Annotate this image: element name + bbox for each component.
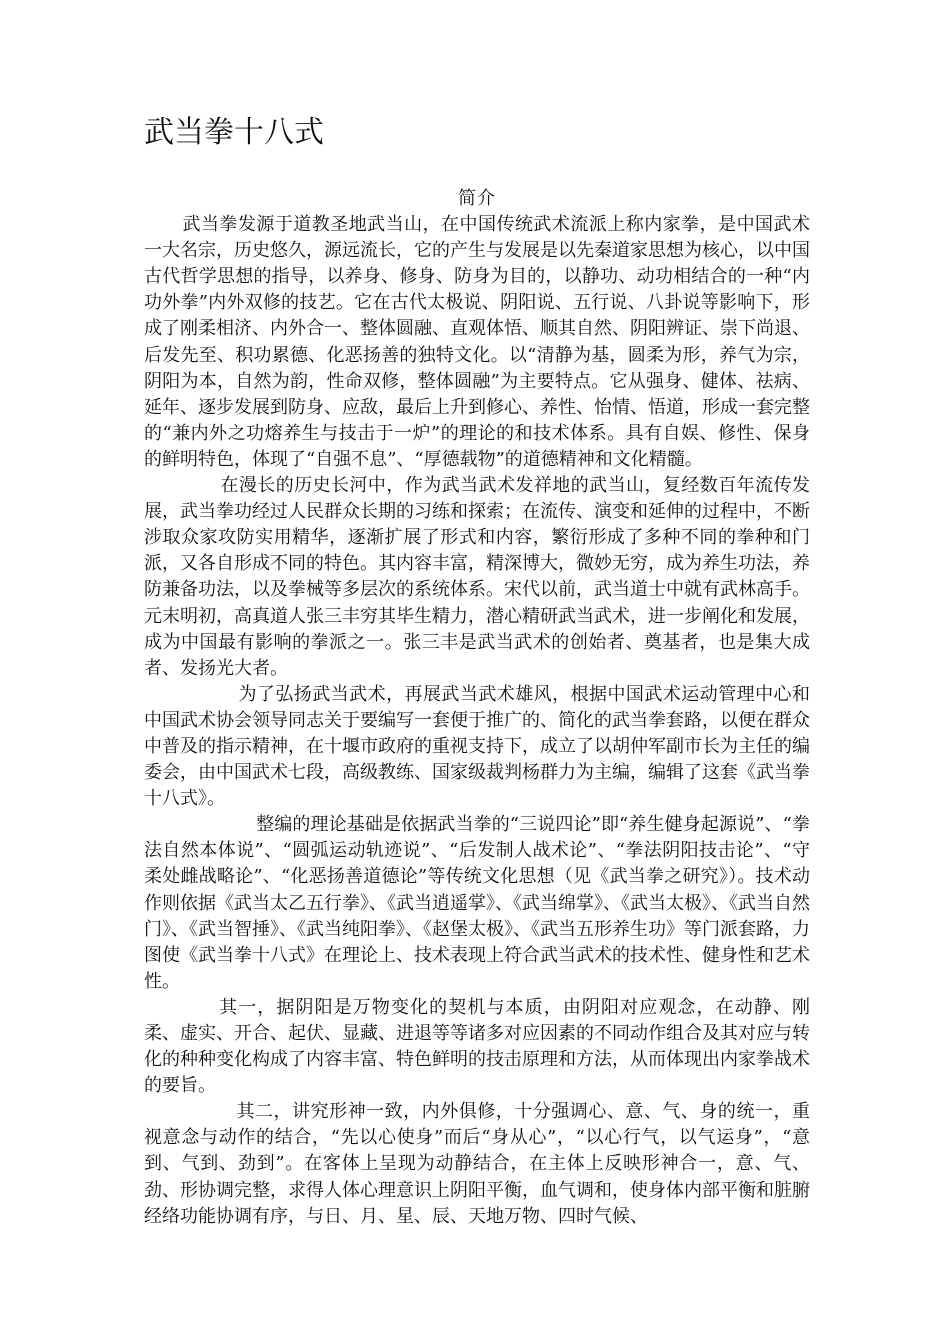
paragraph-history — [144, 473, 810, 682]
paragraph-theory — [144, 812, 810, 995]
section-heading: 简介 — [458, 188, 496, 209]
document-title: 武当拳十八式 — [144, 115, 324, 150]
paragraph-text: 在漫长的历史长河中，作为武当武术发祥地的武当山，复经数百年流传发展，武当拳功经过人民群众长期的习练和探索；在流传、演变和延伸的过程中，不断涉取众家攻防实用精华，逐渐扩展了形式和内容，繁衍形成了多种不同的拳种和门派，又各自形成不同的特色。其内容丰富，精深博大，微妙无穷，成为养生功法，养防兼备功法，以及拳械等多层次的系统体系。宋代以前，武当道士中就有武林高手。元末明初，高真道人张三丰穷其毕生精力，潜心精研武当武术，进一步阐化和发展，成为中国最有影响的拳派之一。张三丰是武当武术的创始者、奠基者，也是集大成者、发扬光大者。 — [144, 475, 810, 679]
paragraph-purpose — [144, 682, 810, 812]
paragraph-text: 武当拳发源于道教圣地武当山，在中国传统武术流派上称内家拳，是中国武术一大名宗，历史悠久，源远流长，它的产生与发展是以先秦道家思想为核心，以中国古代哲学思想的指导，以养身、修身、防身为目的，以静功、动功相结合的一种“内功外拳”内外双修的技艺。它在古代太极说、阴阳说、五行说、八卦说等影响下，形成了刚柔相济、内外合一、整体圆融、直观体悟、顺其自然、阴阳辨证、崇下尚退、后发先至、积功累德、化恶扬善的独特文化。以“清静为基，圆柔为形，养气为宗，阴阳为本，自然为韵，性命双修，整体圆融”为主要特点。它从强身、健体、祛病、延年、逐步发展到防身、应敌，最后上升到修心、养性、怡情、悟道，形成一套完整的“兼内外之功熔养生与技击于一炉”的理论的和技术体系。具有自娱、修性、保身的鲜明特色，体现了“自强不息”、“厚德载物”的道德精神和文化精髓。 — [144, 214, 810, 470]
paragraph-introduction — [144, 212, 810, 473]
paragraph-point-two — [144, 1099, 810, 1229]
paragraph-text: 其二，讲究形神一致，内外俱修，十分强调心、意、气、身的统一，重视意念与动作的结合，“先以心使身”而后“身从心”，“以心行气，以气运身”，“意到、气到、劲到”。在客体上呈现为动静结合，在主体上反映形神合一，意、气、劲、形协调完整，求得人体心理意识上阴阳平衡，血气调和，使身体内部平衡和脏腑经络功能协调有序，与日、月、星、辰、天地万物、四时气候、 — [144, 1101, 810, 1227]
paragraph-text: 为了弘扬武当武术，再展武当武术雄风，根据中国武术运动管理中心和中国武术协会领导同志关于要编写一套便于推广的、简化的武当拳套路，以便在群众中普及的指示精神，在十堰市政府的重视支持下，成立了以胡仲军副市长为主任的编委会，由中国武术七段，高级教练、国家级裁判杨群力为主编，编辑了这套《武当拳十八式》。 — [144, 683, 810, 810]
paragraph-point-one — [144, 995, 810, 1099]
paragraph-text: 整编的理论基础是依据武当拳的“三说四论”即“养生健身起源说”、“拳法自然本体说”、“圆弧运动轨迹说”、“后发制人战术论”、“拳法阴阳技击论”、“守柔处雌战略论”、“化恶扬善道德论”等传统文化思想（见《武当拳之研究》）。技术动作则依据《武当太乙五行拳》、《武当逍遥掌》、《武当绵掌》、《武当太极》、《武当自然门》、《武当智捶》、《武当纯阳拳》、《赵堡太极》、《武当五形养生功》等门派套路，力图使《武当拳十八式》在理论上、技术表现上符合武当武术的技术性、健身性和艺术性。 — [144, 814, 810, 992]
document-body — [144, 186, 810, 1230]
paragraph-text: 其一，据阴阳是万物变化的契机与本质，由阴阳对应观念，在动静、刚柔、虚实、开合、起伏、显藏、进退等等诸多对应因素的不同动作组合及其对应与转化的种种变化构成了内容丰富、特色鲜明的技击原理和方法，从而体现出内家拳战术的要旨。 — [144, 996, 810, 1097]
